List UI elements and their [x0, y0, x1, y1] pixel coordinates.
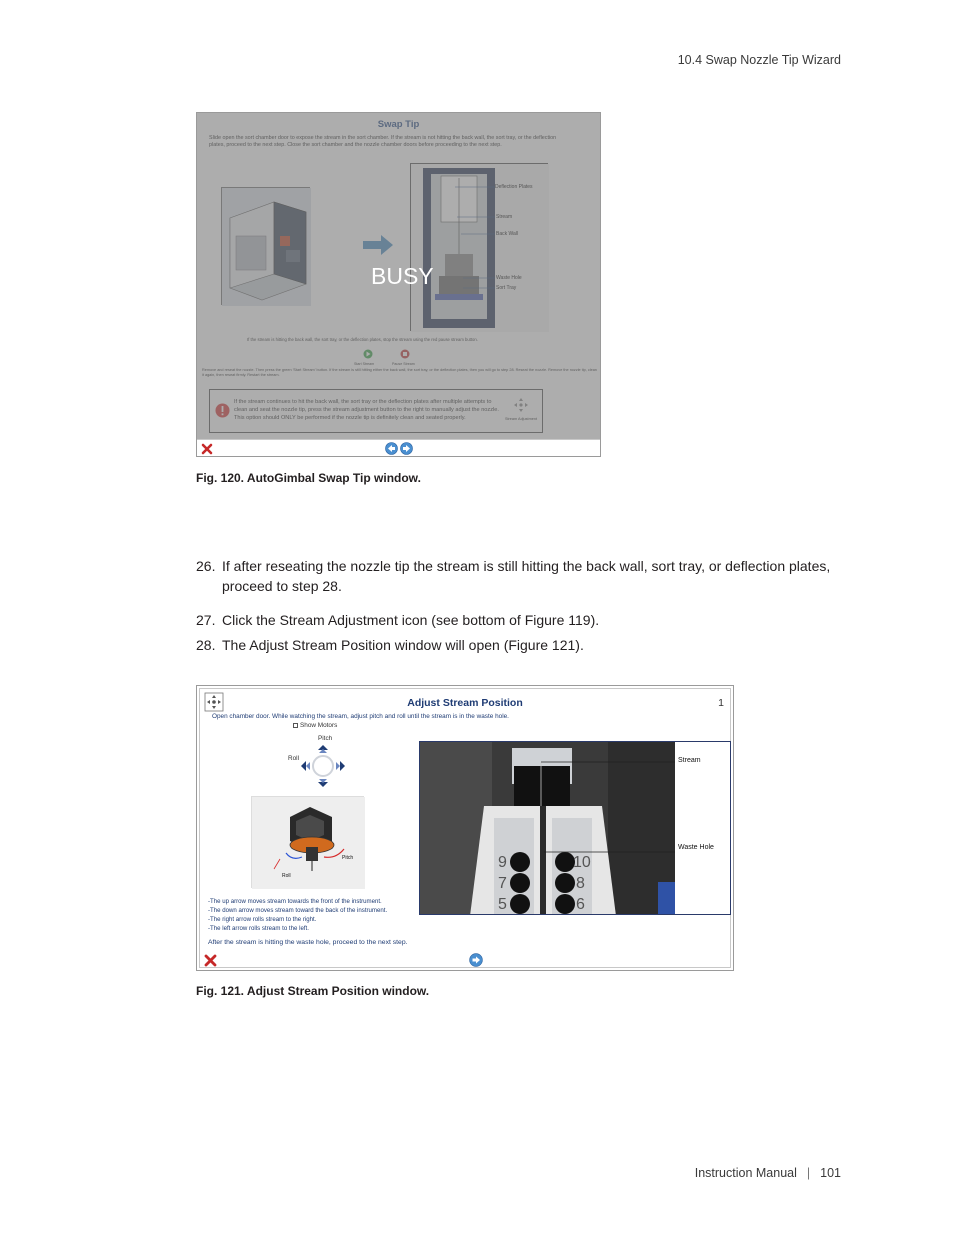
swap-tip-toolbar [197, 439, 600, 456]
footer-manual: Instruction Manual [694, 1166, 797, 1180]
next-step-note: After the stream is hitting the waste hole, proceed to the next step. [208, 939, 408, 946]
back-arrow-icon[interactable] [385, 442, 398, 455]
adjust-instruction: Open chamber door. While watching the stream, adjust pitch and roll until the stream is in the waste hole. [212, 713, 509, 720]
adjust-stream-title: Adjust Stream Position [407, 697, 523, 709]
page-footer [695, 1166, 841, 1180]
show-motors-label: Show Motors [300, 722, 338, 729]
swap-tip-window [196, 112, 601, 457]
arrow-help-item: -The left arrow rolls stream to the left. [208, 925, 309, 932]
step-item [196, 610, 841, 630]
close-icon[interactable] [201, 443, 213, 455]
running-head: 10.4 Swap Nozzle Tip Wizard [677, 53, 841, 67]
next-arrow-icon[interactable] [400, 442, 413, 455]
step-text: Click the Stream Adjustment icon (see bottom of Figure 119). [222, 612, 600, 628]
photo-label-stream: Stream [678, 757, 701, 764]
figure-120-caption: Fig. 120. AutoGimbal Swap Tip window. [196, 471, 421, 485]
step-text: The Adjust Stream Position window will open (Figure 121). [222, 637, 584, 653]
step-text: If after reseating the nozzle tip the stream is still hitting the back wall, sort tray, or deflection plates, proceed to step 28. [222, 558, 831, 594]
tray-number: 9 [498, 854, 507, 871]
arrow-help-item: -The down arrow moves stream toward the back of the instrument. [208, 907, 388, 914]
busy-indicator: BUSY [371, 263, 434, 289]
checkbox-box[interactable] [293, 723, 298, 728]
next-arrow-icon[interactable] [469, 953, 483, 967]
gimbal-image [251, 796, 364, 888]
tray-number: 6 [576, 896, 585, 913]
footer-separator: | [806, 1166, 811, 1180]
tray-number: 7 [498, 875, 507, 892]
show-motors-checkbox[interactable] [293, 722, 337, 729]
step-item [196, 635, 841, 655]
pitch-roll-arrows [298, 744, 348, 788]
roll-left-arrow[interactable] [301, 761, 310, 771]
footer-page-number: 101 [820, 1166, 841, 1180]
step-list [196, 556, 841, 655]
gimbal-roll-label: Roll [282, 873, 291, 879]
step-number: 27. [196, 612, 216, 628]
arrow-help-item: -The right arrow rolls stream to the right. [208, 916, 317, 923]
adjust-stream-panel [199, 688, 731, 968]
step-number: 28. [196, 637, 216, 653]
tray-number: 5 [498, 896, 507, 913]
adjust-stream-toolbar [200, 951, 732, 969]
close-icon[interactable] [204, 954, 217, 967]
arrow-help-list [208, 897, 387, 933]
page-number: 1 [718, 697, 724, 709]
figure-121-caption: Fig. 121. Adjust Stream Position window. [196, 984, 430, 998]
sort-chamber-photo [419, 741, 731, 915]
adjust-stream-window [196, 685, 734, 971]
step-item [196, 556, 841, 596]
tray-number: 8 [576, 875, 585, 892]
tray-number: 10 [573, 854, 591, 871]
photo-label-waste-hole: Waste Hole [678, 844, 714, 851]
gimbal-pitch-label: Pitch [342, 855, 354, 861]
arrow-help-item: -The up arrow moves stream towards the front of the instrument. [208, 898, 382, 905]
roll-right-arrow[interactable] [336, 761, 345, 771]
pitch-down-arrow[interactable] [318, 779, 328, 787]
step-number: 26. [196, 558, 216, 574]
roll-label: Roll [288, 755, 300, 762]
pitch-label: Pitch [318, 735, 333, 742]
pitch-up-arrow[interactable] [318, 745, 328, 753]
